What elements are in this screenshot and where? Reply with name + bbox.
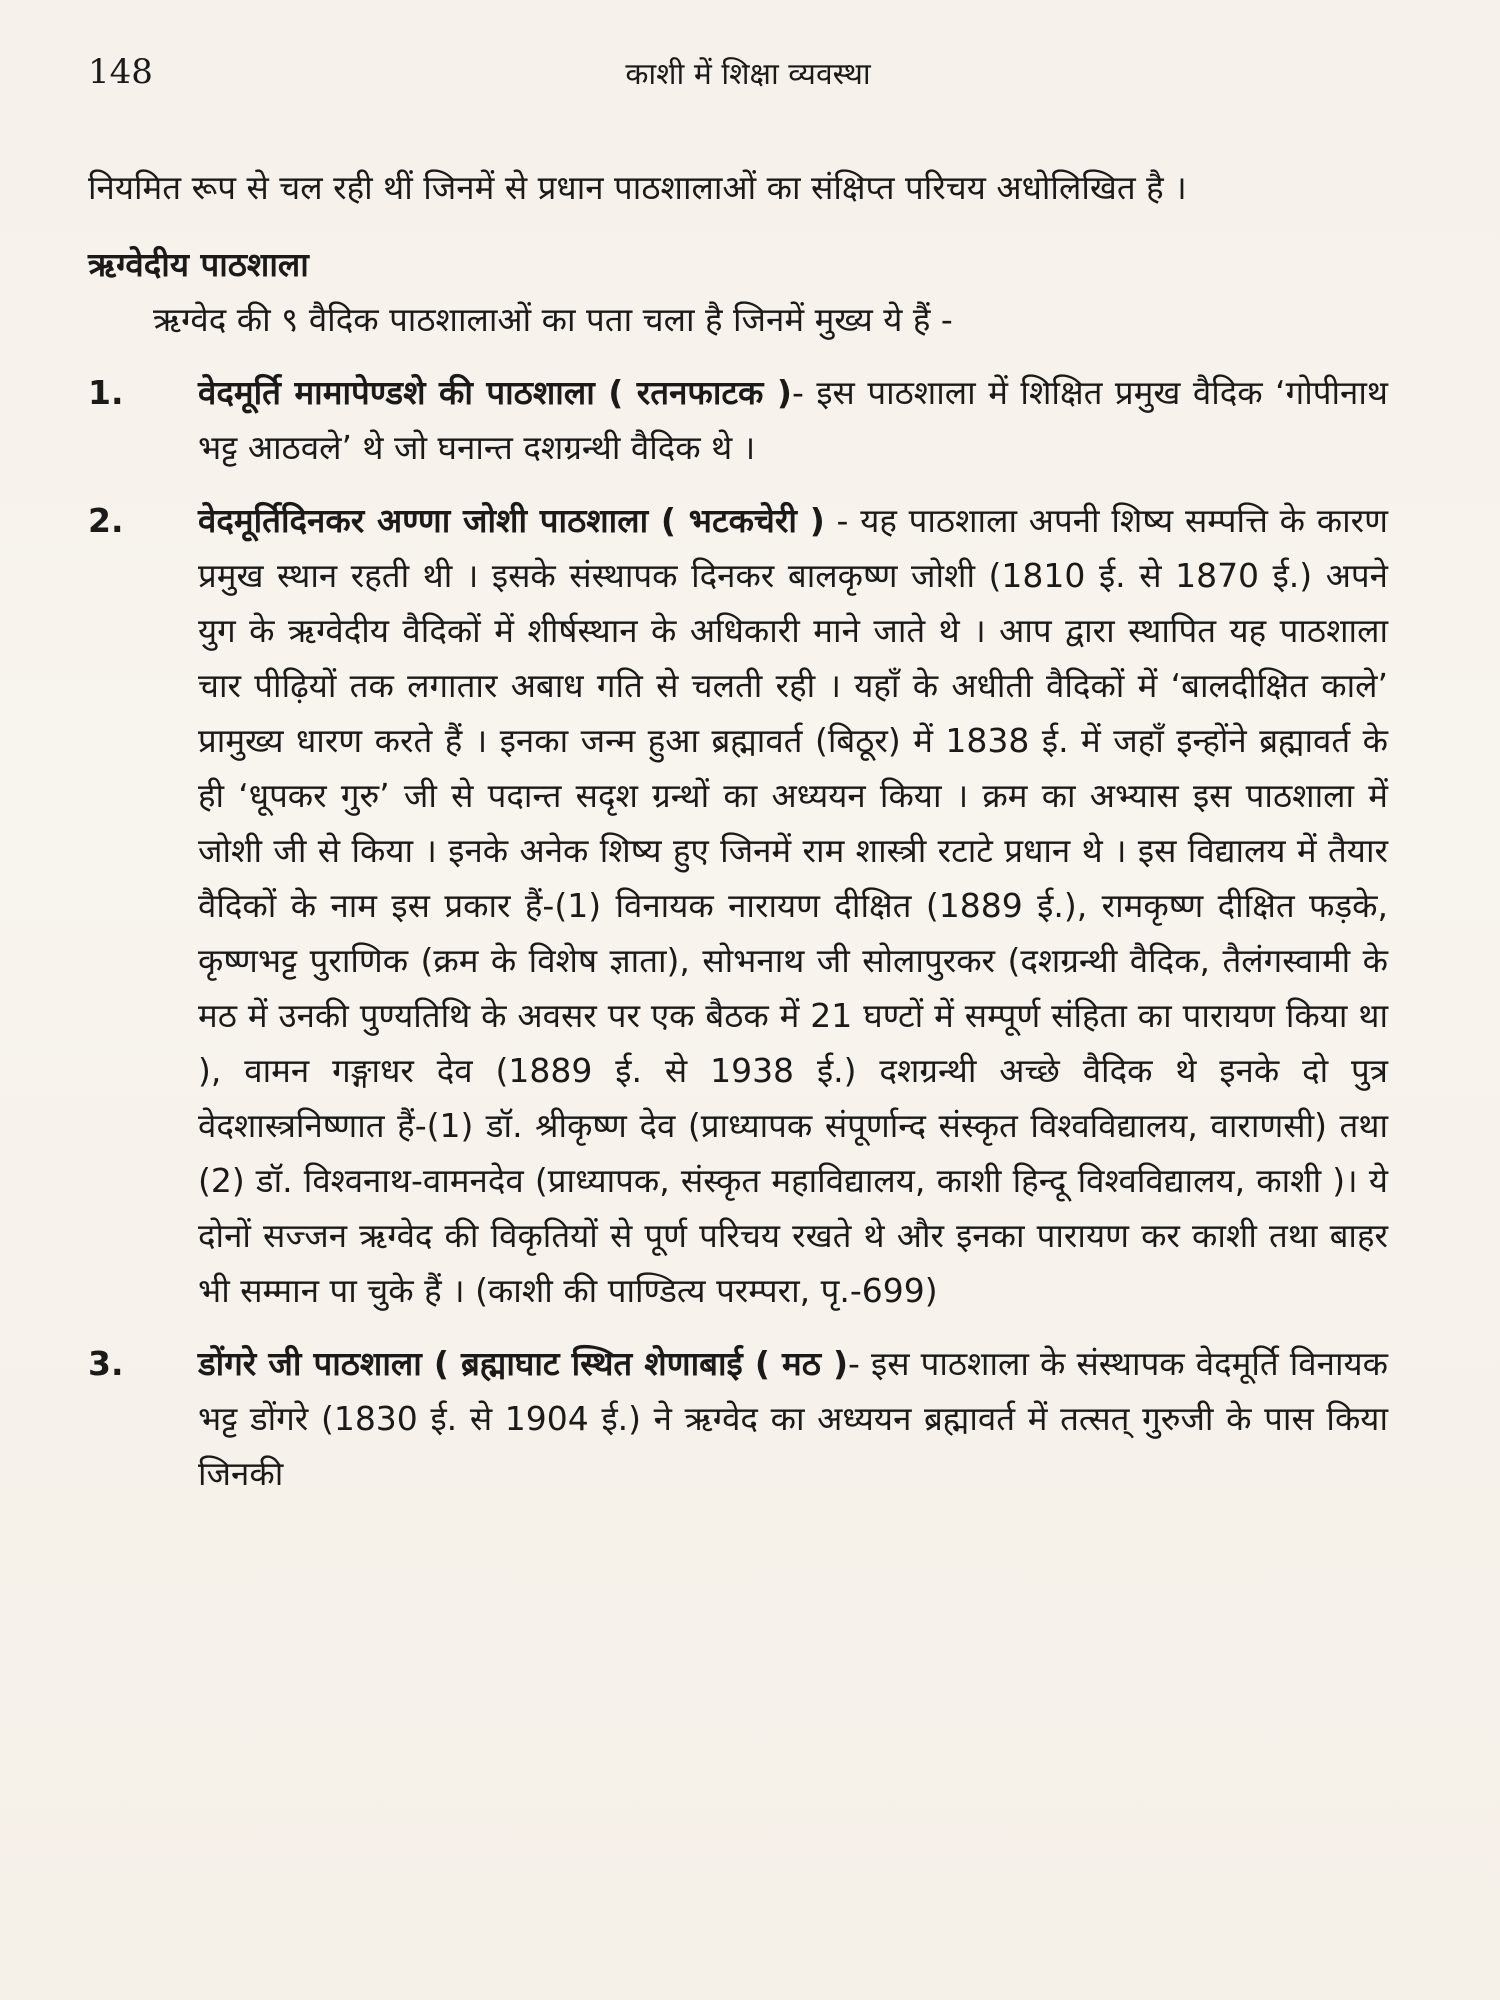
item-number: 2. (88, 501, 124, 540)
list-item (88, 365, 1388, 475)
list-item (88, 493, 1388, 1318)
item-body (198, 493, 1388, 1318)
item-text: - इस पाठशाला के संस्थापक वेदमूर्ति विनायक भट्ट डोंगरे (1830 ई. से 1904 ई.) ने ऋग्वेद का अध्ययन ब्रह्मावर्त में तत्सत् गुरुजी के पास किया जिनकी (198, 1344, 1388, 1493)
list-item (88, 1336, 1388, 1501)
section-intro: ऋग्वेद की ९ वैदिक पाठशालाओं का पता चला है जिनमें मुख्य ये हैं - (153, 300, 953, 339)
running-title: काशी में शिक्षा व्यवस्था (625, 57, 871, 92)
page-number: 148 (88, 52, 153, 92)
item-number: 1. (88, 373, 124, 412)
item-number: 3. (88, 1344, 124, 1383)
page-header (88, 52, 1408, 112)
section-heading: ऋग्वेदीय पाठशाला (88, 245, 309, 284)
intro-paragraph: नियमित रूप से चल रही थीं जिनमें से प्रधान पाठशालाओं का संक्षिप्त परिचय अधोलिखित है । (88, 168, 1187, 207)
item-title: वेदमूर्ति मामापेण्डशे की पाठशाला ( रतनफाटक ) (198, 373, 792, 412)
item-body (198, 365, 1388, 475)
page-body (88, 160, 1388, 1501)
item-title: वेदमूर्तिदिनकर अण्णा जोशी पाठशाला ( भटकचेरी ) (198, 501, 825, 540)
item-text: - यह पाठशाला अपनी शिष्य सम्पत्ति के कारण प्रमुख स्थान रहती थी । इसके संस्थापक दिनकर बालकृष्ण जोशी (1810 ई. से 1870 ई.) अपने युग के ऋग्वेदीय वैदिकों में शीर्षस्थान के अधिकारी माने जाते थे । आप द्वारा स्थापित यह पाठशाला चार पीढ़ियों तक लगातार अबाध गति से चलती रही । यहाँ के अधीती वैदिकों में ‘बालदीक्षित काले’ प्रामुख्य धारण करते हैं । इनका जन्म हुआ ब्रह्मावर्त (बिठूर) में 1838 ई. में जहाँ इन्होंने ब्रह्मावर्त के ही ‘धूपकर गुरु’ जी से पदान्त सदृश ग्रन्थों का अध्ययन किया । क्रम का अभ्यास इस पाठशाला में जोशी जी से किया । इनके अनेक शिष्य हुए जिनमें राम शास्त्री रटाटे प्रधान थे । इस विद्यालय में तैयार वैदिकों के नाम इस प्रकार हैं-(1) विनायक नारायण दीक्षित (1889 ई.), रामकृष्ण दीक्षित फड़के, कृष्णभट्ट पुराणिक (क्रम के विशेष ज्ञाता), सोभनाथ जी सोलापुरकर (दशग्रन्थी वैदिक, तैलंगस्वामी के मठ में उनकी पुण्यतिथि के अवसर पर एक बैठक में 21 घण्टों में सम्पूर्ण संहिता का पारायण किया था ), वामन गङ्गाधर देव (1889 ई. से 1938 ई.) दशग्रन्थी अच्छे वैदिक थे इनके दो पुत्र वेदशास्त्रनिष्णात हैं-(1) डॉ. श्रीकृष्ण देव (प्राध्यापक संपूर्णान्द संस्कृत विश्वविद्यालय, वाराणसी) तथा (2) डॉ. विश्वनाथ-वामनदेव (प्राध्यापक, संस्कृत महाविद्यालय, काशी हिन्दू विश्वविद्यालय, काशी )। ये दोनों सज्जन ऋग्वेद की विकृतियों से पूर्ण परिचय रखते थे और इनका पारायण कर काशी तथा बाहर भी सम्मान पा चुके हैं । (काशी की पाण्डित्य परम्परा, पृ.-699) (198, 501, 1388, 1310)
item-text: - इस पाठशाला में शिक्षित प्रमुख वैदिक ‘गोपीनाथ भट्ट आठवले’ थे जो घनान्त दशग्रन्थी वैदिक थे । (198, 373, 1388, 467)
item-title: डोंगरे जी पाठशाला ( ब्रह्माघाट स्थित शेणाबाई ( मठ ) (198, 1344, 849, 1383)
item-body (198, 1336, 1388, 1501)
